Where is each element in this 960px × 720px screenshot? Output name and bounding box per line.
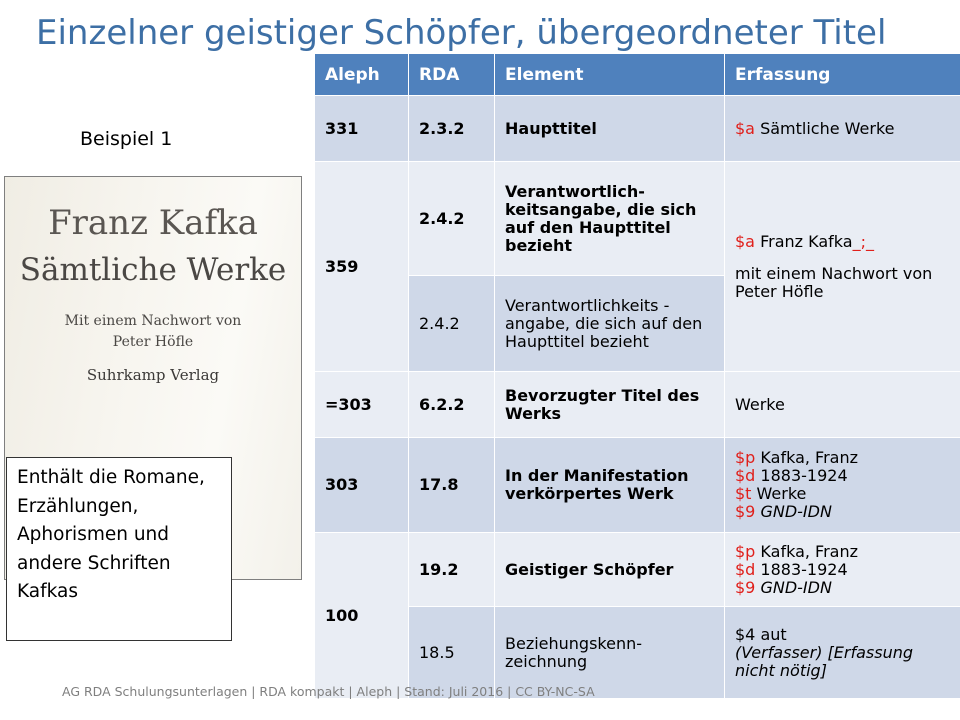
subfield-value: (Verfasser) [Erfassung nicht nötig] <box>735 642 914 680</box>
table-row <box>315 533 960 607</box>
subfield-value: Franz Kafka <box>754 231 853 251</box>
footer-text: AG RDA Schulungsunterlagen | RDA kompakt | Aleph | Stand: Juli 2016 | CC BY-NC-SA <box>62 684 595 699</box>
cell-element: Verantwortlichkeits -angabe, die sich auf den Haupttitel bezieht <box>495 276 725 372</box>
cover-publisher: Suhrkamp Verlag <box>86 366 220 384</box>
cell-aleph: =303 <box>315 372 409 438</box>
subfield-code: $9 <box>735 502 756 521</box>
subfield-code: $d <box>735 559 756 579</box>
cell-rda: 2.4.2 <box>409 276 495 372</box>
subfield-code: $4 aut <box>735 624 787 644</box>
subfield-code: $a <box>735 231 755 251</box>
cataloging-table <box>314 53 960 699</box>
cover-work-title: Sämtliche Werke <box>19 252 287 288</box>
subfield-value: Sämtliche Werke <box>754 118 895 138</box>
example-label: Beispiel 1 <box>80 128 173 150</box>
content-note: Enthält die Romane, Erzählungen, Aphorismen und andere Schriften Kafkas <box>6 457 232 641</box>
cover-afterword-line2: Peter Höfle <box>112 334 194 350</box>
cell-aleph: 359 <box>315 162 409 372</box>
cell-aleph: 303 <box>315 438 409 533</box>
separator: _;_ <box>852 231 874 251</box>
cover-afterword-line1: Mit einem Nachwort von <box>64 313 242 329</box>
subfield-value: mit einem Nachwort von Peter Höfle <box>735 263 933 301</box>
cell-aleph: 331 <box>315 96 409 162</box>
cell-erfassung <box>725 533 960 607</box>
subfield-code: $d <box>735 466 756 485</box>
slide-title: Einzelner geistiger Schöpfer, übergeordneter Titel <box>36 13 887 53</box>
cell-erfassung <box>725 607 960 699</box>
header-erfassung: Erfassung <box>725 54 960 96</box>
subfield-code: $a <box>735 118 755 138</box>
subfield-code: $p <box>735 541 756 561</box>
cell-rda: 19.2 <box>409 533 495 607</box>
subfield-value: Werke <box>751 484 807 503</box>
cell-element: In der Manifestation verkörpertes Werk <box>495 438 725 533</box>
cell-rda: 2.4.2 <box>409 162 495 276</box>
subfield-code: $9 <box>735 577 756 597</box>
header-element: Element <box>495 54 725 96</box>
table-row <box>315 372 960 438</box>
subfield-value: 1883-1924 <box>755 559 848 579</box>
cell-element: Bevorzugter Titel des Werks <box>495 372 725 438</box>
cell-erfassung <box>725 162 960 372</box>
subfield-value: GND-IDN <box>755 577 832 597</box>
cell-erfassung <box>725 96 960 162</box>
cell-rda: 17.8 <box>409 438 495 533</box>
header-aleph: Aleph <box>315 54 409 96</box>
subfield-value: 1883-1924 <box>755 466 848 485</box>
cell-element: Verantwortlich-keitsangabe, die sich auf den Haupttitel bezieht <box>495 162 725 276</box>
cell-erfassung <box>725 438 960 533</box>
subfield-value: Kafka, Franz <box>755 541 858 561</box>
table-row <box>315 162 960 276</box>
cell-element: Geistiger Schöpfer <box>495 533 725 607</box>
table-header-row <box>315 54 960 96</box>
cell-rda: 6.2.2 <box>409 372 495 438</box>
table-row <box>315 438 960 533</box>
subfield-value: GND-IDN <box>755 502 832 521</box>
cell-rda: 2.3.2 <box>409 96 495 162</box>
header-rda: RDA <box>409 54 495 96</box>
cell-erfassung: Werke <box>725 372 960 438</box>
subfield-value: Kafka, Franz <box>755 448 858 467</box>
cell-rda: 18.5 <box>409 607 495 699</box>
cell-element: Haupttitel <box>495 96 725 162</box>
subfield-code: $p <box>735 448 756 467</box>
subfield-code: $t <box>735 484 752 503</box>
cell-element: Beziehungskenn-zeichnung <box>495 607 725 699</box>
cover-author: Franz Kafka <box>48 203 258 243</box>
table-row <box>315 96 960 162</box>
cell-aleph: 100 <box>315 533 409 699</box>
